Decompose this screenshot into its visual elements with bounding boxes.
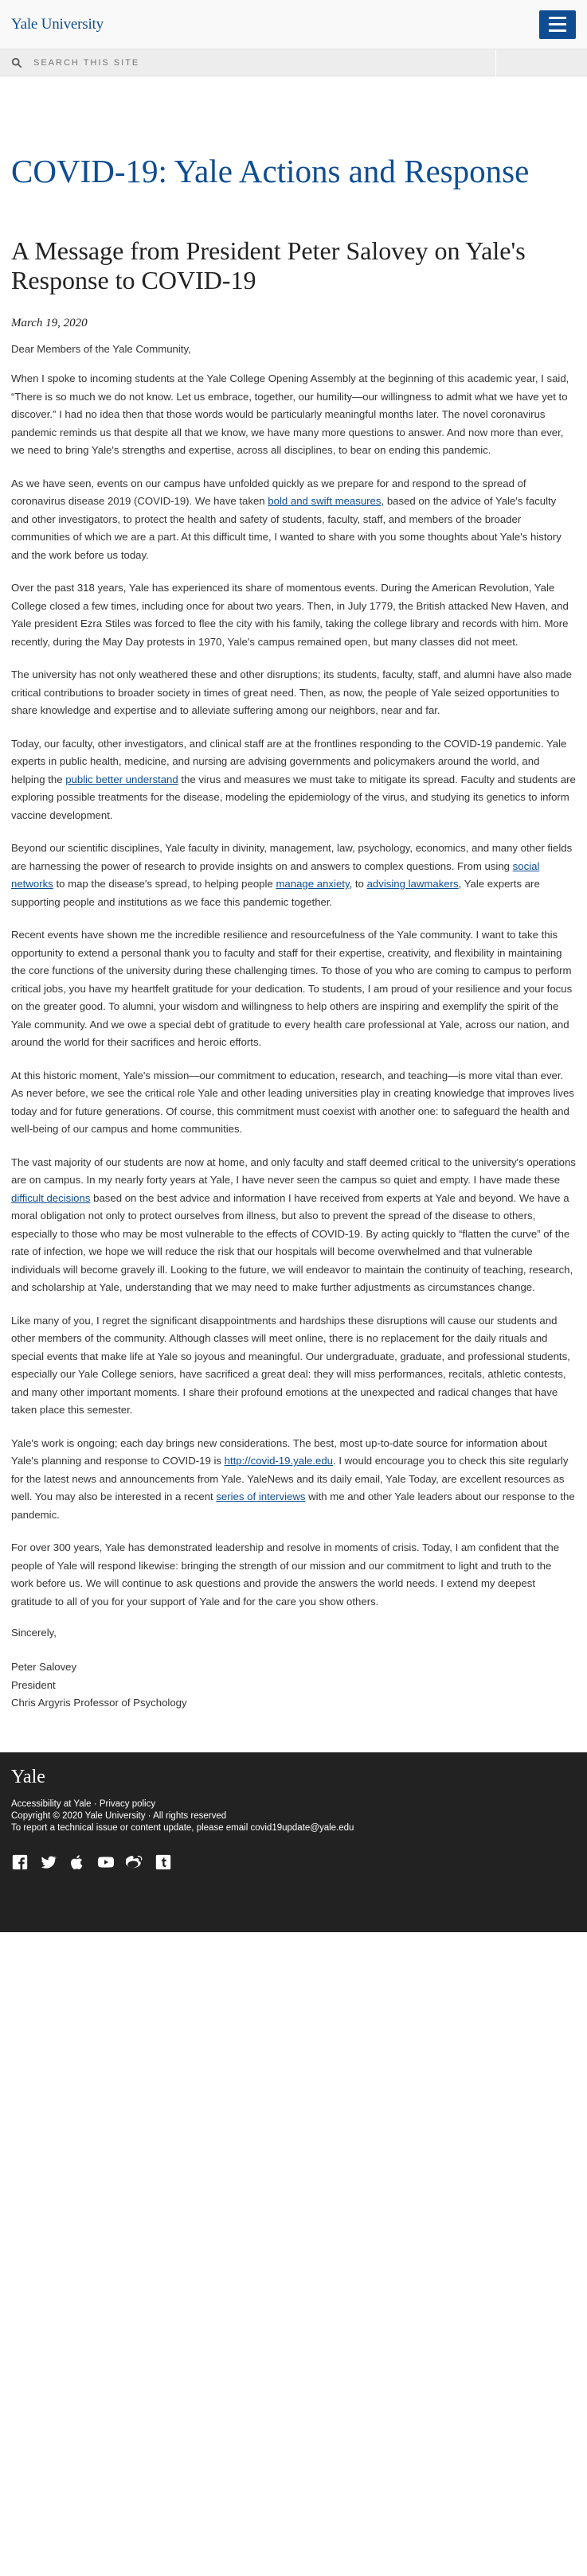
- yale-university-logo[interactable]: Yale University: [11, 15, 104, 33]
- main-content: [0, 154, 587, 1713]
- article-date: March 19, 2020: [11, 317, 88, 329]
- signature-block: [11, 1658, 576, 1713]
- page-title: COVID-19: Yale Actions and Response: [11, 153, 530, 189]
- report-issue-text: To report a technical issue or content update, please email covid19update@yale.edu: [11, 1822, 354, 1833]
- paragraph: Like many of you, I regret the significant disappointments and hardships these disruptions will cause our students and other members of the community. Although classes will meet online, there is no replacement for the daily rituals and special events that make life at Yale so joyous and meaningful. Our undergraduate, graduate, and professional students, especially our Yale College seniors, have sacrificed a great deal: they will miss performances, recitals, athletic contests, and many other important moments. I share their profound emotions at the unexpected and radical changes that have taken place this semester.: [11, 1314, 570, 1416]
- twitter-icon[interactable]: [40, 1853, 57, 1871]
- paragraph: The vast majority of our students are now at home, and only faculty and staff deemed critical to the university's operations are on campus. In my nearly forty years at Yale, I have never seen the campus so quiet and empty. I have made these difficult decisions based on the best advice and information I have received from experts at Yale and beyond. We have a moral obligation not only to protect ourselves from illness, but also to prevent the spread of the disease to others, especially to those who may be most vulnerable to the effects of COVID-19. By acting quickly to “flatten the curve” of the rate of infection, we hope we will reduce the risk that our hospitals will become overwhelmed and that vulnerable individuals will become gravely ill. Looking to the future, we will endeavor to maintain the continuity of teaching, research, and scholarship at Yale, understanding that we may need to make further adjustments as circumstances change.: [11, 1155, 576, 1293]
- paragraph: The university has not only weathered these and other disruptions; its students, faculty, staff, and alumni have also made critical contributions to broader society in times of great need. Then, as now, the people of Yale seized opportunities to share knowledge and expertise and to alleviate suffering among our neighbors, near and far.: [11, 668, 572, 716]
- closing: Sincerely,: [11, 1627, 57, 1639]
- youtube-icon[interactable]: [97, 1853, 115, 1871]
- public-better-understand-link[interactable]: public better understand: [65, 773, 178, 785]
- footer-yale-logo[interactable]: Yale: [11, 1766, 45, 1787]
- facebook-icon[interactable]: [11, 1853, 29, 1871]
- search-input[interactable]: [33, 58, 464, 68]
- search-bar: [0, 49, 587, 76]
- paragraph: At this historic moment, Yale's mission—our commitment to education, research, and teaching—is more vital than ever. As never before, we see the critical role Yale and other leading universities play in creating knowledge that improves lives today and for future generations. Of course, this commitment must coexist with another one: to safeguard the health and well-being of our campus and home communities.: [11, 1069, 574, 1135]
- copyright-text: Copyright © 2020 Yale University · All rights reserved: [11, 1810, 227, 1821]
- paragraph: For over 300 years, Yale has demonstrated leadership and resolve in moments of crisis. Today, I am confident that the people of Yale will respond likewise: bringing the strength of our mission and our commitment to light and truth to the work before us. We will continue to ask questions and provide the answers the world needs. I extend my deepest gratitude to all of you for your support of Yale and for the care you show others.: [11, 1541, 560, 1608]
- social-networks-link[interactable]: social networks: [11, 859, 540, 890]
- difficult-decisions-link[interactable]: difficult decisions: [11, 1191, 91, 1204]
- hamburger-menu-icon: [549, 17, 566, 19]
- signature-title: Chris Argyris Professor of Psychology: [11, 1697, 187, 1709]
- paragraph: Yale's work is ongoing; each day brings new considerations. The best, most up-to-date source for information about Yale's planning and response to COVID-19 is http://covid-19.yale.edu. I would encourage you to check this site regularly for the latest news and announcements from Yale. YaleNews and its daily email, Yale Today, are excellent resources as well. You may also be interested in a recent series of interviews with me and other Yale leaders about our response to the pandemic.: [11, 1436, 575, 1521]
- paragraph: As we have seen, events on our campus have unfolded quickly as we prepare for and respond to the spread of coronavirus disease 2019 (COVID-19). We have taken bold and swift measures, based on the advice of Yale's faculty and other investigators, to protect the health and safety of students, faculty, staff, and members of the broader communities of which we are a part. At this difficult time, I wanted to share with you some thoughts about Yale's history and the work before us today.: [11, 477, 562, 561]
- tumblr-icon[interactable]: [155, 1853, 172, 1871]
- top-header: [0, 0, 587, 49]
- manage-anxiety-link[interactable]: manage anxiety: [276, 878, 350, 890]
- accessibility-link[interactable]: Accessibility at Yale: [11, 1799, 92, 1809]
- paragraph: Today, our faculty, other investigators, and clinical staff are at the frontlines responding to the COVID-19 pandemic. Yale experts in public health, medicine, and nursing are advising governments and policymakers around the world, and helping the public better understand the virus and measures we must take to mitigate its spread. Faculty and students are exploring possible treatments for the disease, modeling the epidemiology of the virus, and studying its genetics to inform vaccine development.: [11, 737, 576, 821]
- paragraph: When I spoke to incoming students at the Yale College Opening Assembly at the beginning of this academic year, I said, “There is so much we do not know. Let us embrace, together, our humility—our willingness to admit what we have yet to discover.” I had no idea then that those words would be particularly meaningful months later. The novel coronavirus pandemic reminds us that despite all that we know, we have many more questions to answer. And now more than ever, we need to bring Yale's strengths and expertise, across all disciplines, to bear on ending this pandemic.: [11, 372, 569, 456]
- bold-swift-measures-link[interactable]: bold and swift measures: [268, 495, 382, 507]
- covid-site-link[interactable]: http://covid-19.yale.edu: [224, 1455, 333, 1467]
- weibo-icon[interactable]: [126, 1853, 143, 1871]
- paragraph: Recent events have shown me the incredible resilience and resourcefulness of the Yale community. I want to take this opportunity to extend a personal thank you to faculty and staff for their expertise, creativity, and flexibility in maintaining the core functions of the university during these challenging times. To those of you who are coming to campus to perform critical jobs, you have my heartfelt gratitude for your dedication. To students, I am proud of your resilience and your focus on the greater good. To alumni, your wisdom and willingness to help others are inspiring and exemplify the spirit of the Yale community. And we owe a special debt of gratitude to every health care professional at Yale, across our nation, and around the world for their sacrifices and heroic efforts.: [11, 929, 573, 1048]
- apple-icon[interactable]: [68, 1853, 86, 1871]
- advising-lawmakers-link[interactable]: advising lawmakers: [366, 878, 459, 890]
- signature-role: President: [11, 1678, 56, 1691]
- salutation: Dear Members of the Yale Community,: [11, 343, 191, 355]
- search-icon[interactable]: [11, 57, 22, 68]
- social-links: [11, 1853, 576, 1871]
- signature-name: Peter Salovey: [11, 1661, 77, 1673]
- site-footer: [0, 1752, 587, 1932]
- report-email-link[interactable]: covid19update@yale.edu: [250, 1822, 354, 1833]
- paragraph: Over the past 318 years, Yale has experienced its share of momentous events. During the American Revolution, Yale College closed a few times, including once for about two years. Then, in July 1779, the British attacked New Haven, and Yale president Ezra Stiles was forced to flee the city with his family, taking the college library and records with him. More recently, during the May Day protests in 1970, Yale's campus remained open, but many classes did not meet.: [11, 582, 569, 648]
- menu-button[interactable]: [539, 10, 576, 39]
- privacy-policy-link[interactable]: Privacy policy: [99, 1799, 156, 1809]
- series-of-interviews-link[interactable]: series of interviews: [216, 1491, 306, 1502]
- search-divider: [495, 49, 496, 76]
- paragraph: Beyond our scientific disciplines, Yale faculty in divinity, management, law, psychology, economics, and many other fields are harnessing the power of research to provide insights on and answers to complex questions. From using social networks to map the disease's spread, to helping people manage anxiety, to advising lawmakers, Yale experts are supporting people and institutions as we face this pandemic together.: [11, 842, 573, 908]
- footer-links: Accessibility at Yale · Privacy policy: [11, 1799, 156, 1809]
- article-title: A Message from President Peter Salovey on Yale's Response to COVID-19: [11, 236, 526, 294]
